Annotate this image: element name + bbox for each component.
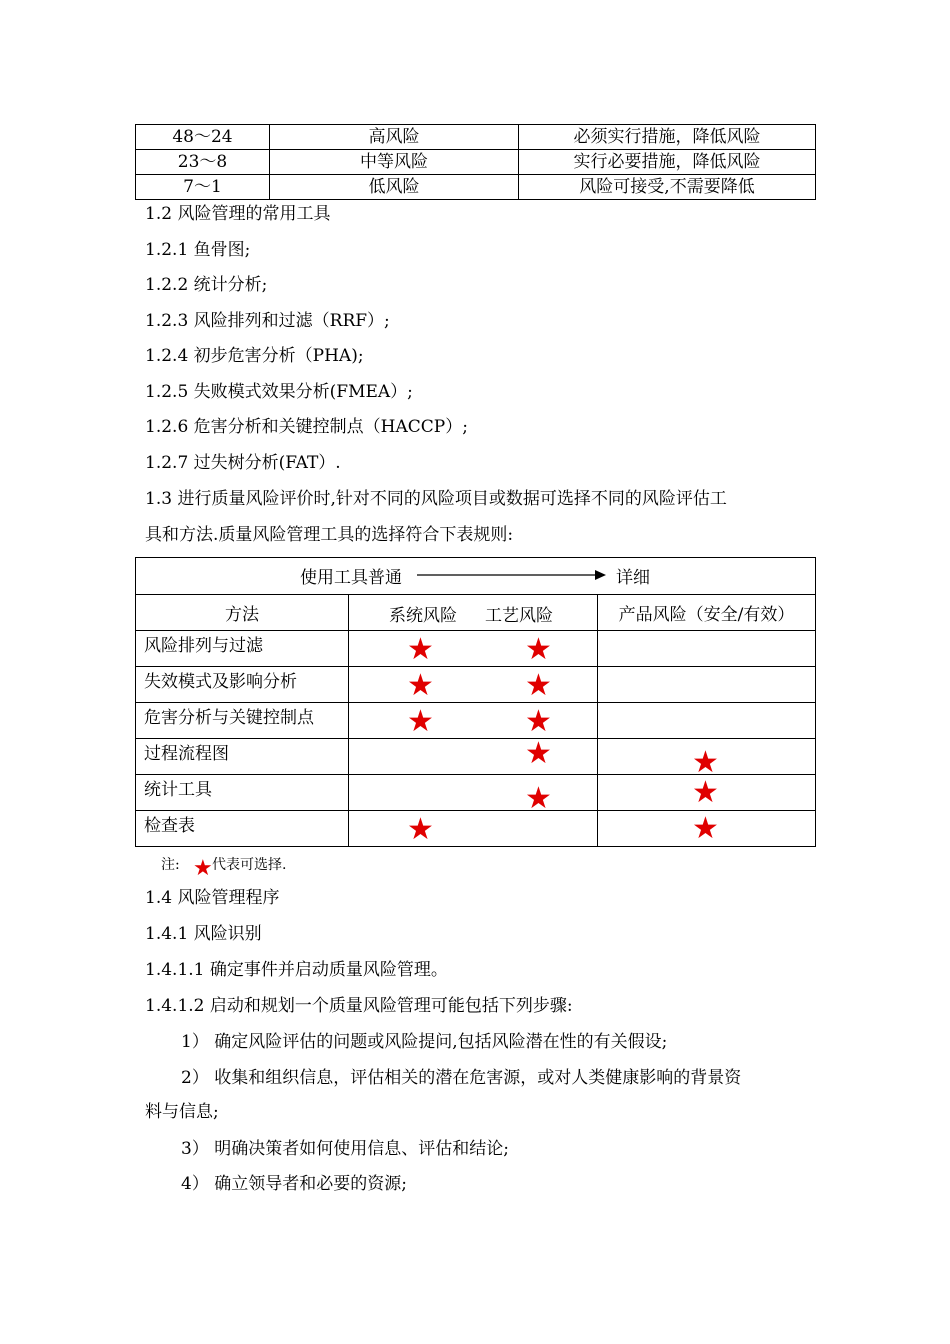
list-item: 1.2.7 过失树分析(FAT）. — [145, 453, 341, 473]
risk-level: 低风险 — [270, 175, 519, 200]
note-text: 代表可选择. — [212, 857, 287, 873]
system-process-cell — [349, 775, 598, 816]
table-row — [136, 739, 816, 775]
product-cell — [598, 703, 816, 739]
table-row — [136, 775, 816, 811]
table-row — [136, 811, 816, 847]
arrow-right-icon — [417, 567, 607, 583]
star-icon: ★ — [525, 736, 552, 771]
star-icon: ★ — [692, 775, 719, 810]
scale-right-label: 详细 — [616, 568, 650, 588]
method-name: 过程流程图 — [136, 739, 349, 775]
tool-selection-table — [135, 557, 816, 847]
list-item: 1.2.4 初步危害分析（PHA); — [145, 346, 364, 366]
table-row — [136, 631, 816, 667]
product-cell — [598, 739, 816, 780]
table-row — [136, 558, 816, 595]
star-icon: ★ — [193, 856, 213, 881]
scale-header — [136, 558, 816, 595]
star-icon: ★ — [407, 704, 434, 739]
list-item: 1.2.5 失败模式效果分析(FMEA）; — [145, 382, 413, 402]
risk-action: 风险可接受,不需要降低 — [519, 175, 816, 200]
star-icon: ★ — [407, 812, 434, 847]
subsection-heading: 1.4.1 风险识别 — [145, 924, 262, 944]
risk-level-table — [135, 124, 816, 200]
section-heading: 1.4 风险管理程序 — [145, 888, 280, 908]
product-cell — [598, 775, 816, 811]
list-item: 1.2.2 统计分析; — [145, 275, 268, 295]
table-row — [136, 595, 816, 631]
step-item: 2） 收集和组织信息，评估相关的潜在危害源，或对人类健康影响的背景资 — [181, 1068, 742, 1088]
step-item: 1） 确定风险评估的问题或风险提问,包括风险潜在性的有关假设; — [181, 1032, 668, 1052]
paragraph-line: 具和方法.质量风险管理工具的选择符合下表规则: — [145, 525, 514, 545]
star-icon: ★ — [525, 781, 552, 816]
header-system-risk: 系统风险 — [389, 606, 457, 626]
system-process-cell — [349, 736, 598, 775]
header-method: 方法 — [136, 595, 349, 631]
method-name: 风险排列与过滤 — [136, 631, 349, 667]
table-row — [136, 175, 816, 200]
table-row — [136, 667, 816, 703]
star-icon: ★ — [692, 811, 719, 846]
product-cell — [598, 667, 816, 703]
risk-level: 高风险 — [270, 125, 519, 150]
risk-level: 中等风险 — [270, 150, 519, 175]
risk-range: 23～8 — [136, 150, 270, 175]
table-row — [136, 703, 816, 739]
system-process-cell — [349, 667, 598, 703]
star-icon: ★ — [407, 632, 434, 667]
star-icon: ★ — [525, 668, 552, 703]
table-row — [136, 150, 816, 175]
list-item: 1.2.3 风险排列和过滤（RRF）; — [145, 311, 390, 331]
method-name: 失效模式及影响分析 — [136, 667, 349, 703]
system-process-cell — [349, 811, 598, 847]
risk-action: 实行必要措施，降低风险 — [519, 150, 816, 175]
star-icon: ★ — [692, 745, 719, 780]
paragraph-line: 1.3 进行质量风险评价时,针对不同的风险项目或数据可选择不同的风险评估工 — [145, 489, 727, 509]
method-name: 危害分析与关键控制点 — [136, 703, 349, 739]
step-item-continuation: 料与信息; — [145, 1102, 219, 1122]
list-item: 1.2.1 鱼骨图; — [145, 240, 251, 260]
star-icon: ★ — [525, 632, 552, 667]
risk-range: 7～1 — [136, 175, 270, 200]
scale-left-label: 使用工具普通 — [300, 568, 402, 588]
star-icon: ★ — [407, 668, 434, 703]
product-cell — [598, 811, 816, 847]
list-item: 1.2.6 危害分析和关键控制点（HACCP）; — [145, 417, 468, 437]
star-icon: ★ — [525, 704, 552, 739]
list-item: 1.4.1.1 确定事件并启动质量风险管理。 — [145, 960, 448, 980]
section-heading: 1.2 风险管理的常用工具 — [145, 204, 331, 224]
step-item: 4） 确立领导者和必要的资源; — [181, 1174, 407, 1194]
list-item: 1.4.1.2 启动和规划一个质量风险管理可能包括下列步骤: — [145, 996, 573, 1016]
system-process-cell — [349, 703, 598, 739]
table-row — [136, 125, 816, 150]
system-process-cell — [349, 631, 598, 667]
step-item: 3） 明确决策者如何使用信息、评估和结论; — [181, 1139, 509, 1159]
method-name: 统计工具 — [136, 775, 349, 811]
header-risk-types — [349, 595, 598, 631]
product-cell — [598, 631, 816, 667]
header-process-risk: 工艺风险 — [485, 606, 553, 626]
method-name: 检查表 — [136, 811, 349, 847]
note-prefix: 注: — [161, 857, 180, 873]
header-product-risk: 产品风险（安全/有效） — [598, 595, 816, 631]
risk-range: 48～24 — [136, 125, 270, 150]
risk-action: 必须实行措施，降低风险 — [519, 125, 816, 150]
